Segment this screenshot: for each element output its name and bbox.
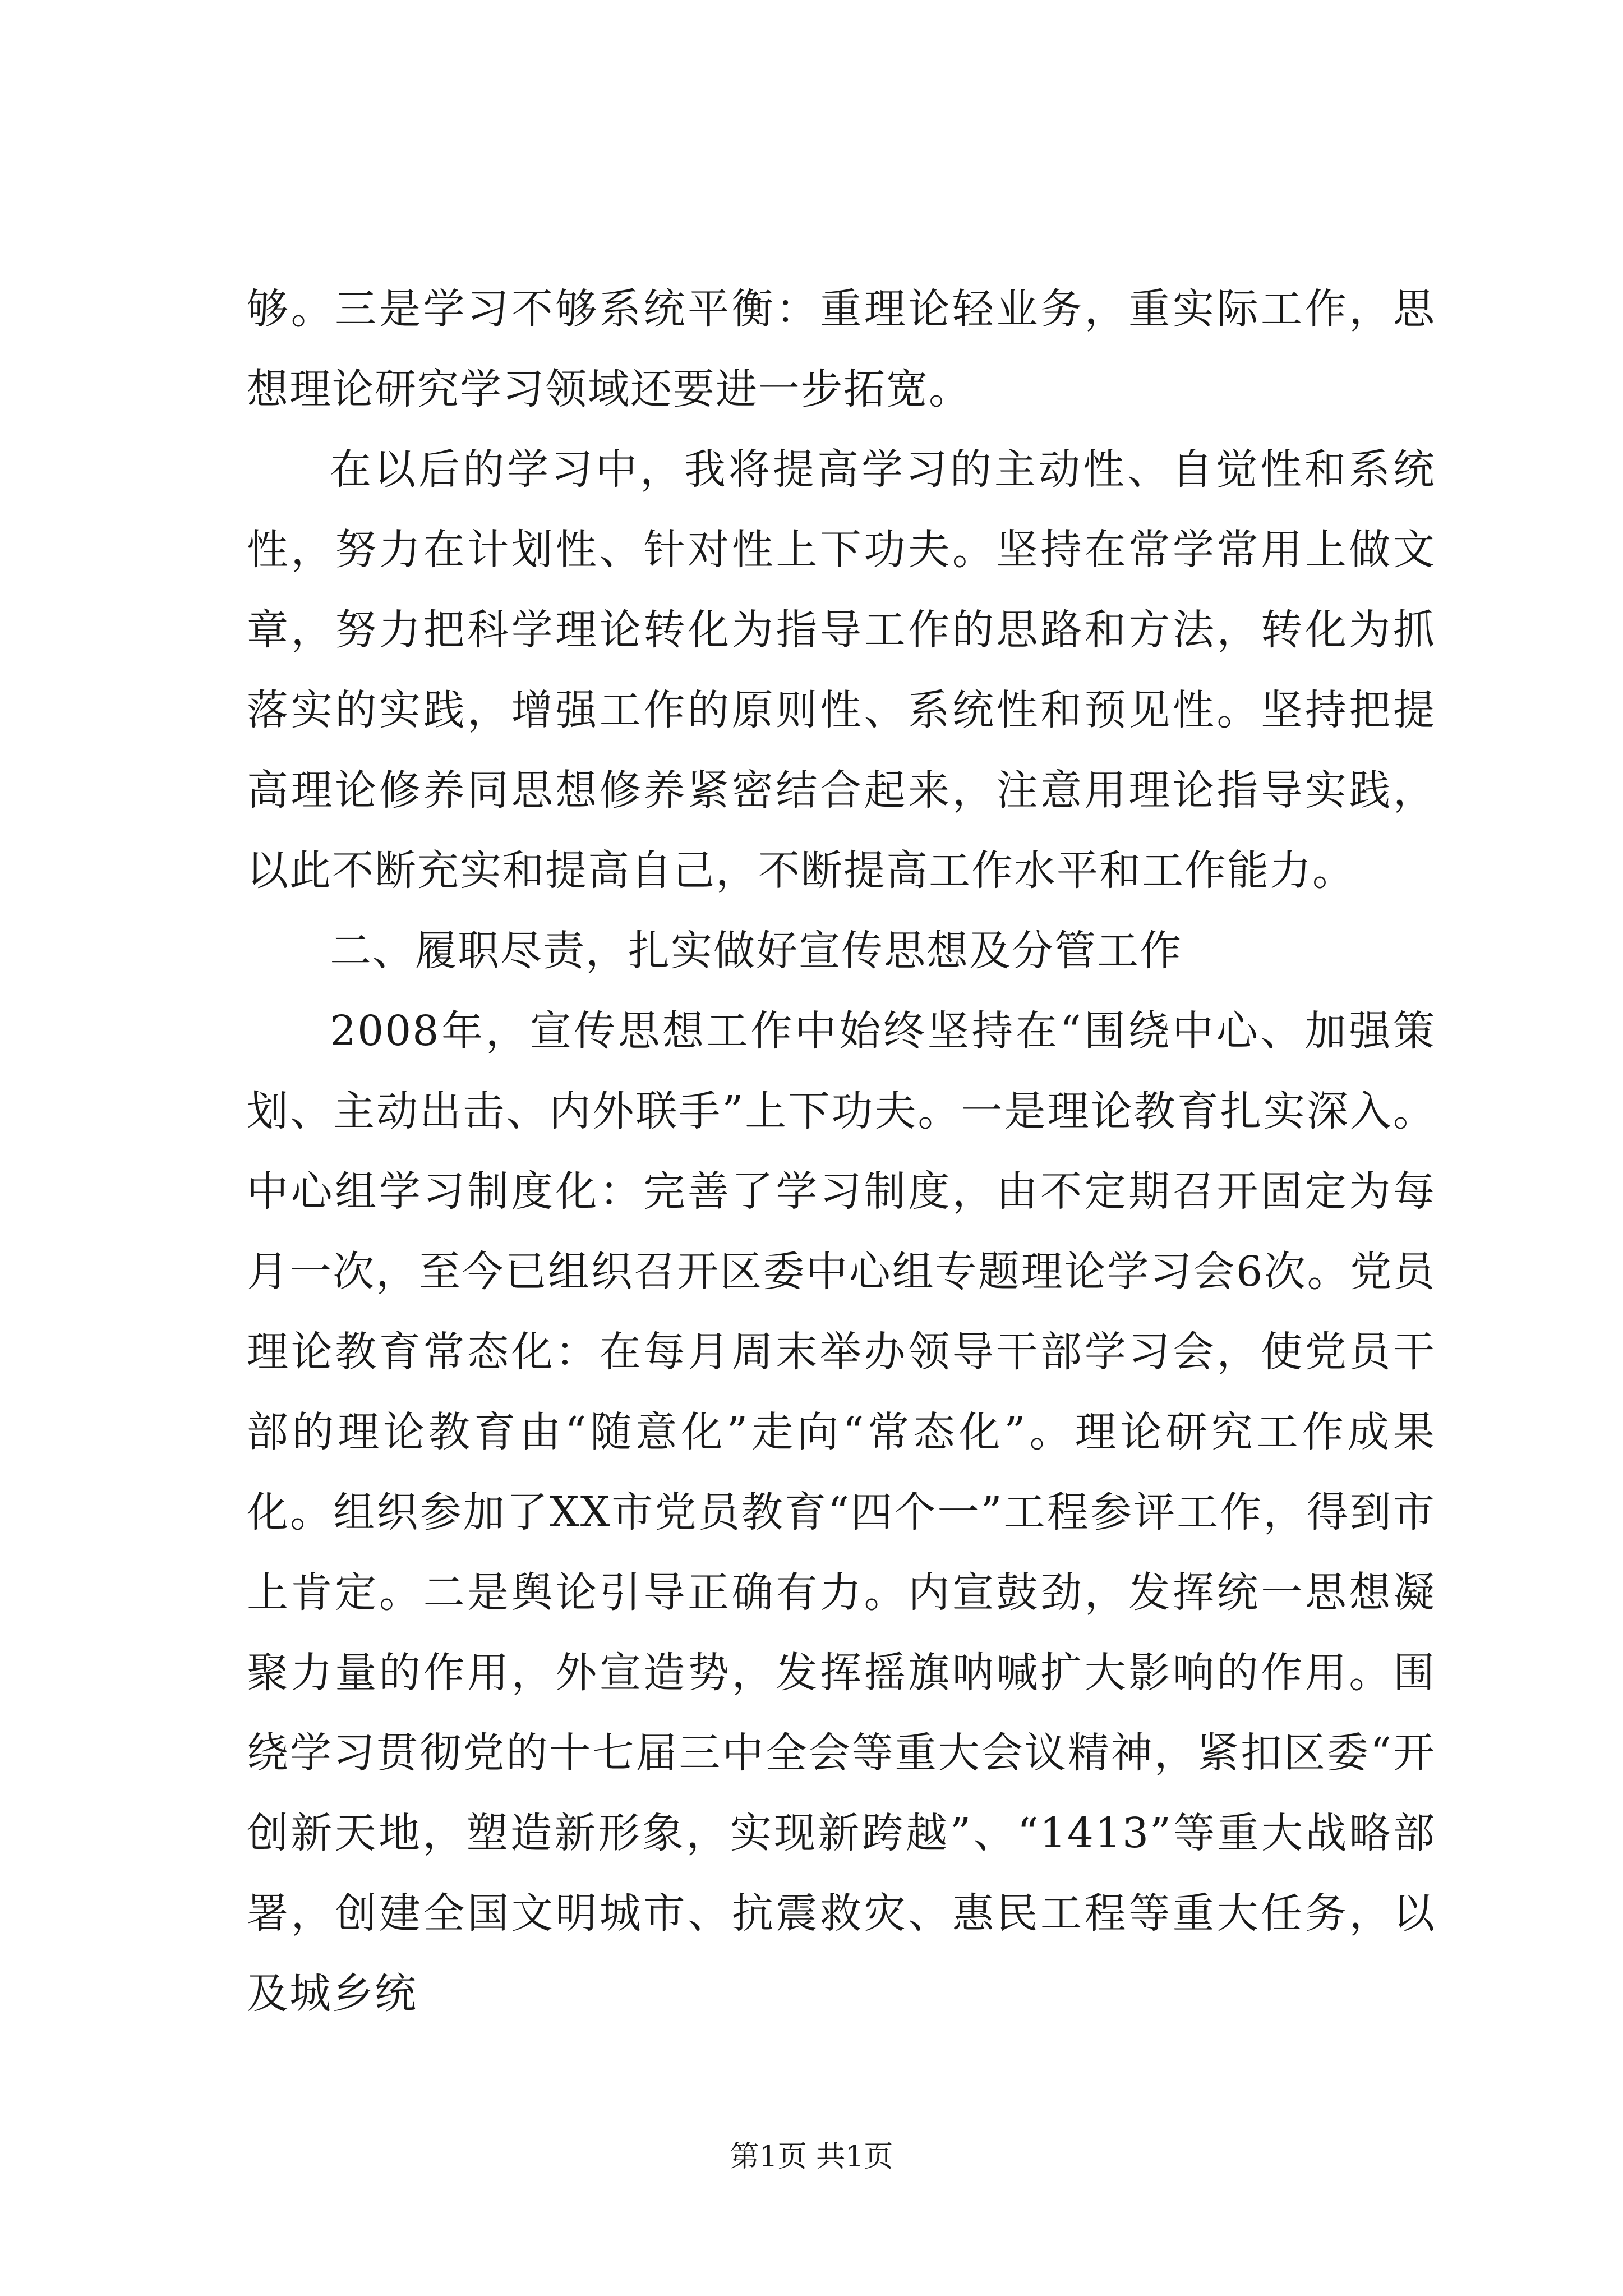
paragraph-propaganda-work: 2008年，宣传思想工作中始终坚持在“围绕中心、加强策划、主动出击、内外联手”上下功夫。一是理论教育扎实深入。中心组学习制度化：完善了学习制度，由不定期召开固定为每月一次，至今已组织召开区委中心组专题理论学习会6次。党员理论教育常态化：在每月周末举办领导干部学习会，使党员干部的理论教育由“随意化”走向“常态化”。理论研究工作成果化。组织参加了XX市党员教育“四个一”工程参评工作，得到市上肯定。二是舆论引导正确有力。内宣鼓劲，发挥统一思想凝聚力量的作用，外宣造势，发挥摇旗呐喊扩大影响的作用。围绕学习贯彻党的十七届三中全会等重大会议精神，紧扣区委“开创新天地，塑造新形象，实现新跨越”、“1413”等重大战略部署，创建全国文明城市、抗震救灾、惠民工程等重大任务，以及城乡统 [247,1007,1436,2018]
paragraph-study-plan: 在以后的学习中，我将提高学习的主动性、自觉性和系统性，努力在计划性、针对性上下功夫。坚持在常学常用上做文章，努力把科学理论转化为指导工作的思路和方法，转化为抓落实的实践，增强工作的原则性、系统性和预见性。坚持把提高理论修养同思想修养紧密结合起来，注意用理论指导实践，以此不断充实和提高自己，不断提高工作水平和工作能力。 [247,445,1436,895]
document-body [247,269,1436,2034]
section-heading: 二、履职尽责，扎实做好宣传思想及分管工作 [330,927,1182,975]
page-footer: 第1页 共1页 [730,2140,893,2174]
paragraph-continuation: 够。三是学习不够系统平衡：重理论轻业务，重实际工作，思想理论研究学习领域还要进一步拓宽。 [247,285,1436,413]
